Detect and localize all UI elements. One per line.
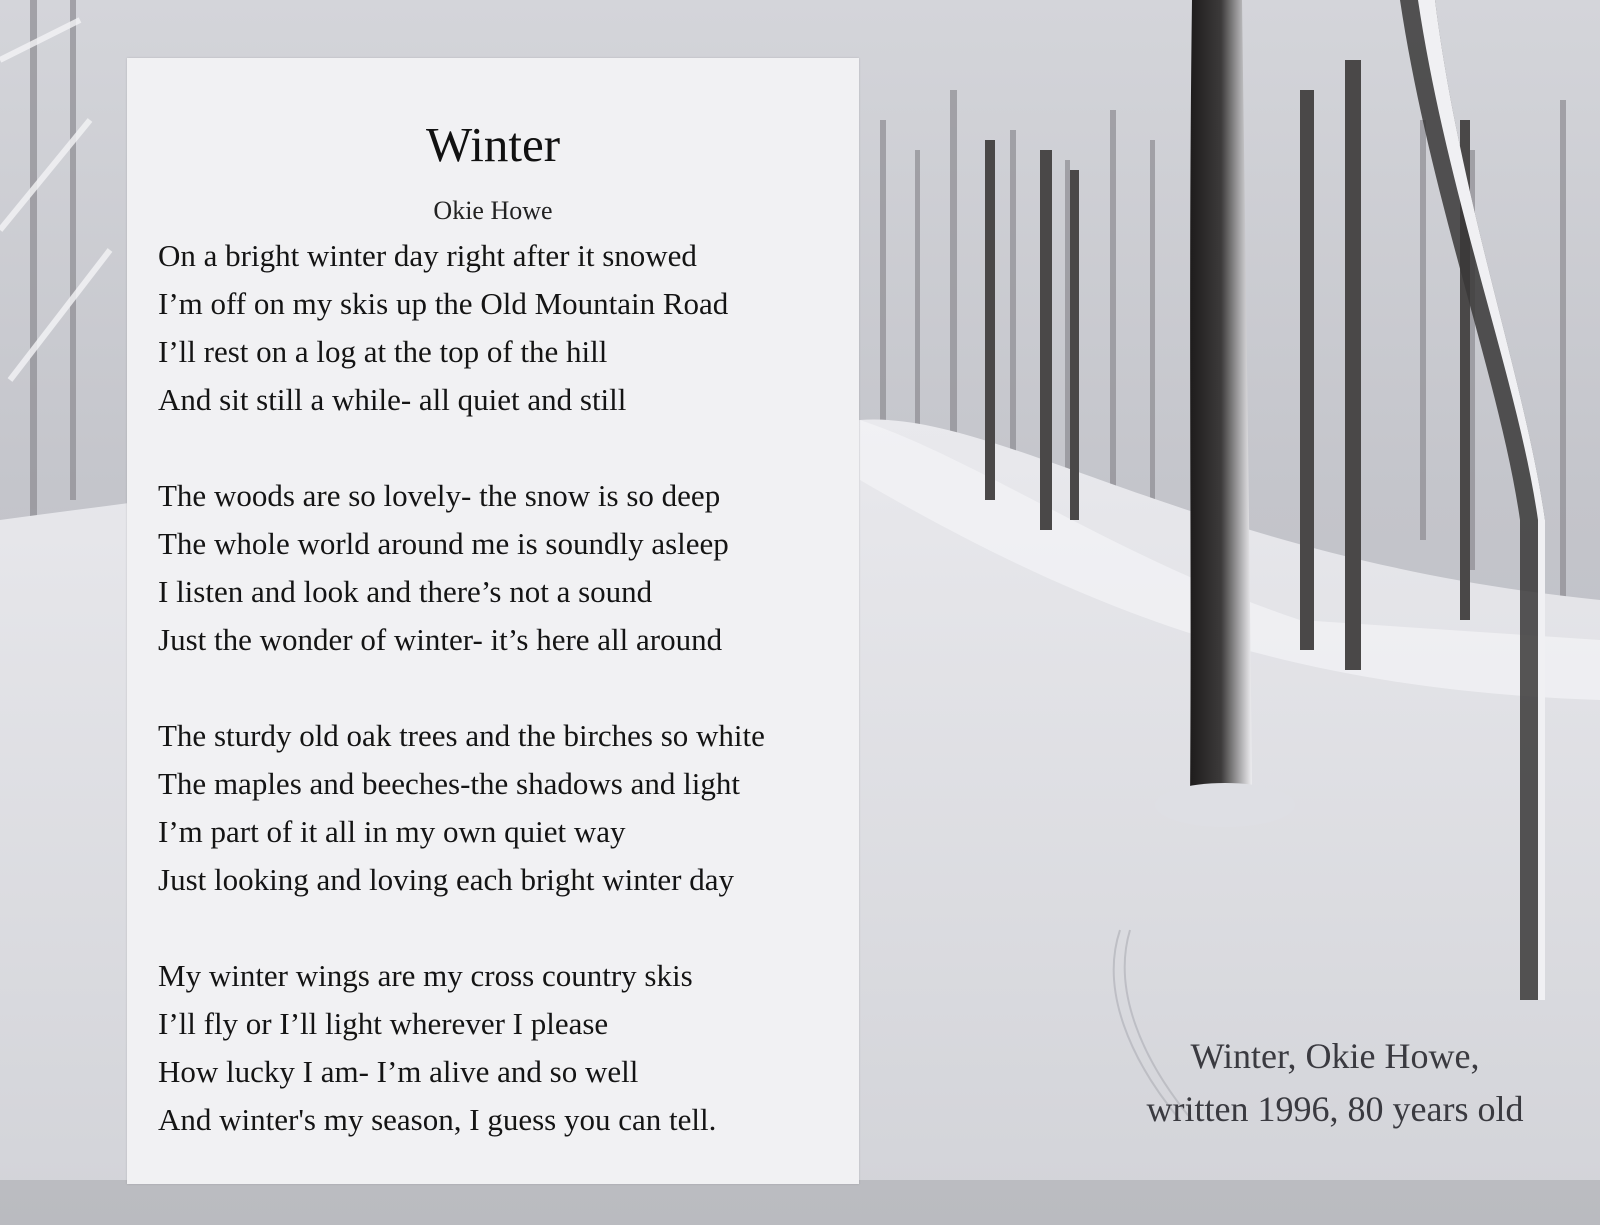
poem-line: The woods are so lovely- the snow is so deep	[158, 478, 721, 513]
poem-line: How lucky I am- I’m alive and so well	[158, 1054, 639, 1089]
poem-line: And winter's my season, I guess you can tell.	[158, 1102, 717, 1137]
poem-line: I listen and look and there’s not a sound	[158, 574, 653, 609]
poem-line: Just looking and loving each bright winter day	[158, 862, 734, 897]
stanza-1	[158, 232, 839, 424]
poem-line: I’m part of it all in my own quiet way	[158, 814, 626, 849]
poem-line: On a bright winter day right after it snowed	[158, 238, 697, 273]
poem-line: The sturdy old oak trees and the birches so white	[158, 718, 765, 753]
stanza-3	[158, 712, 839, 904]
poem-body	[158, 232, 839, 1192]
poem-line: My winter wings are my cross country skis	[158, 958, 693, 993]
poem-author: Okie Howe	[433, 196, 553, 225]
poem-line: Just the wonder of winter- it’s here all around	[158, 622, 723, 657]
poem-panel	[127, 58, 859, 1184]
poem-line: I’m off on my skis up the Old Mountain Road	[158, 286, 729, 321]
poem-line: And sit still a while- all quiet and still	[158, 382, 627, 417]
caption-line-2: written 1996, 80 years old	[1146, 1089, 1524, 1129]
stanza-2	[158, 472, 839, 664]
poem-line: I’ll fly or I’ll light wherever I please	[158, 1006, 609, 1041]
poem-line: The maples and beeches-the shadows and light	[158, 766, 740, 801]
attribution-caption	[1085, 1030, 1585, 1136]
poem-title: Winter	[425, 117, 561, 172]
poem-line: The whole world around me is soundly asleep	[158, 526, 729, 561]
caption-line-1: Winter, Okie Howe,	[1190, 1036, 1480, 1076]
poem-line: I’ll rest on a log at the top of the hill	[158, 334, 608, 369]
stanza-4	[158, 952, 839, 1144]
